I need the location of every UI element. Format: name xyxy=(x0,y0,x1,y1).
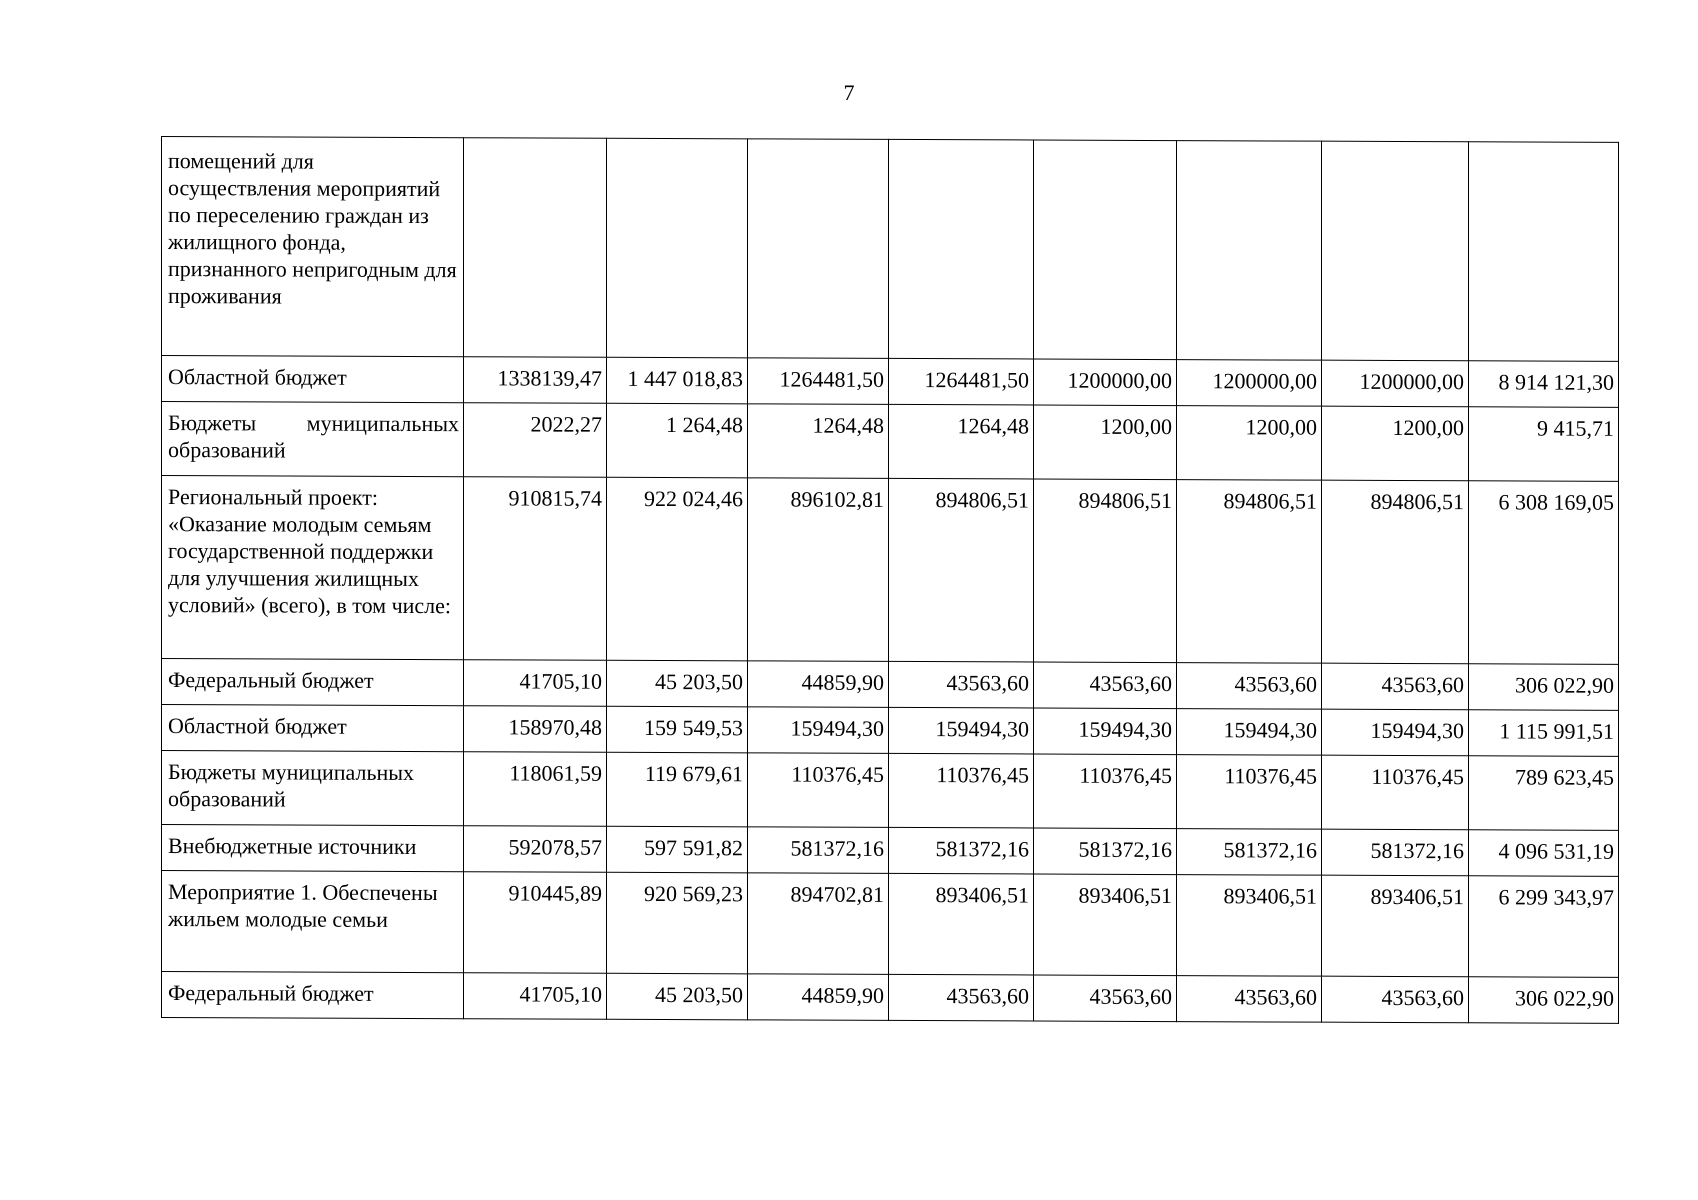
value-cell: 1 264,48 xyxy=(607,403,748,478)
value-cell: 922 024,46 xyxy=(607,477,748,661)
value-cell: 1200000,00 xyxy=(1322,360,1469,407)
value-cell: 306 022,90 xyxy=(1469,664,1619,711)
value-cell: 8 914 121,30 xyxy=(1469,361,1619,408)
value-cell: 43563,60 xyxy=(1034,975,1177,1022)
value-cell xyxy=(748,139,889,359)
value-cell: 45 203,50 xyxy=(607,973,748,1020)
value-cell: 4 096 531,19 xyxy=(1469,830,1619,877)
table-row xyxy=(162,659,1619,711)
value-cell: 159 549,53 xyxy=(607,706,748,753)
value-cell: 159494,30 xyxy=(1034,708,1177,755)
value-cell: 581372,16 xyxy=(748,827,889,874)
value-cell: 41705,10 xyxy=(464,660,607,707)
value-cell: 110376,45 xyxy=(1034,754,1177,829)
value-cell: 581372,16 xyxy=(889,827,1034,874)
value-cell: 1200,00 xyxy=(1322,406,1469,481)
value-cell: 6 299 343,97 xyxy=(1469,876,1619,978)
value-cell: 1200000,00 xyxy=(1034,359,1177,406)
value-cell: 110376,45 xyxy=(1322,755,1469,830)
value-cell: 894806,51 xyxy=(1034,479,1177,663)
value-cell: 1338139,47 xyxy=(464,357,607,404)
table-row xyxy=(162,476,1619,665)
value-cell: 110376,45 xyxy=(889,753,1034,828)
value-cell: 43563,60 xyxy=(1177,976,1322,1023)
value-cell: 1264481,50 xyxy=(889,358,1034,405)
value-cell: 43563,60 xyxy=(889,661,1034,708)
value-cell: 920 569,23 xyxy=(607,872,748,974)
value-cell: 43563,60 xyxy=(1322,663,1469,710)
value-cell: 592078,57 xyxy=(464,826,607,873)
table-row xyxy=(162,402,1619,482)
value-cell: 159494,30 xyxy=(1177,709,1322,756)
value-cell: 159494,30 xyxy=(1322,709,1469,756)
value-cell: 2022,27 xyxy=(464,403,607,478)
value-cell: 1264,48 xyxy=(889,404,1034,479)
value-cell: 1 115 991,51 xyxy=(1469,710,1619,757)
value-cell: 581372,16 xyxy=(1322,829,1469,876)
row-label: Областной бюджет xyxy=(162,705,464,752)
value-cell: 894806,51 xyxy=(1322,480,1469,664)
value-cell: 893406,51 xyxy=(889,873,1034,975)
value-cell: 1 447 018,83 xyxy=(607,357,748,404)
value-cell: 1200,00 xyxy=(1034,405,1177,480)
value-cell: 910445,89 xyxy=(464,872,607,974)
value-cell: 1264481,50 xyxy=(748,358,889,405)
value-cell xyxy=(1469,142,1619,362)
value-cell: 110376,45 xyxy=(1177,755,1322,830)
value-cell: 894806,51 xyxy=(889,478,1034,662)
value-cell: 44859,90 xyxy=(748,974,889,1021)
value-cell: 43563,60 xyxy=(1034,662,1177,709)
value-cell: 159494,30 xyxy=(889,707,1034,754)
value-cell: 581372,16 xyxy=(1034,828,1177,875)
value-cell: 597 591,82 xyxy=(607,826,748,873)
value-cell: 894806,51 xyxy=(1177,480,1322,664)
row-label: Региональный проект: «Оказание молодым семьям государственной поддержки для улучшения жилищных условий» (всего), в том числе: xyxy=(162,476,464,660)
value-cell: 45 203,50 xyxy=(607,660,748,707)
row-label: Областной бюджет xyxy=(162,356,464,403)
value-cell: 159494,30 xyxy=(748,707,889,754)
value-cell: 6 308 169,05 xyxy=(1469,481,1619,665)
value-cell: 43563,60 xyxy=(1322,976,1469,1023)
table-row xyxy=(162,137,1619,362)
value-cell: 894702,81 xyxy=(748,873,889,975)
value-cell: 893406,51 xyxy=(1034,874,1177,976)
value-cell: 1200,00 xyxy=(1177,406,1322,481)
value-cell xyxy=(1034,140,1177,360)
table-row xyxy=(162,825,1619,877)
value-cell xyxy=(889,139,1034,359)
table-row xyxy=(162,705,1619,757)
value-cell: 910815,74 xyxy=(464,477,607,661)
row-label: Бюджеты муниципальных образований xyxy=(162,402,464,477)
value-cell: 896102,81 xyxy=(748,478,889,662)
table-row xyxy=(162,356,1619,408)
table-row xyxy=(162,751,1619,831)
value-cell: 1200000,00 xyxy=(1177,360,1322,407)
row-label: Бюджеты муниципальных образований xyxy=(162,751,464,826)
row-label: Федеральный бюджет xyxy=(162,659,464,706)
value-cell: 41705,10 xyxy=(464,973,607,1020)
row-label: Мероприятие 1. Обеспечены жильем молодые семьи xyxy=(162,871,464,973)
value-cell: 1264,48 xyxy=(748,404,889,479)
table-row xyxy=(162,871,1619,978)
value-cell: 893406,51 xyxy=(1322,875,1469,977)
value-cell: 43563,60 xyxy=(1177,663,1322,710)
row-label: помещений для осуществления мероприятий по переселению граждан из жилищного фонда, признанного непригодным для проживания xyxy=(162,137,464,357)
value-cell: 110376,45 xyxy=(748,753,889,828)
value-cell xyxy=(1322,141,1469,361)
value-cell: 119 679,61 xyxy=(607,752,748,827)
value-cell: 789 623,45 xyxy=(1469,756,1619,831)
table-row xyxy=(162,972,1619,1024)
value-cell: 893406,51 xyxy=(1177,875,1322,977)
value-cell: 9 415,71 xyxy=(1469,407,1619,482)
page-number: 7 xyxy=(843,80,855,105)
row-label: Внебюджетные источники xyxy=(162,825,464,872)
value-cell: 43563,60 xyxy=(889,974,1034,1021)
value-cell: 158970,48 xyxy=(464,706,607,753)
value-cell: 306 022,90 xyxy=(1469,977,1619,1024)
value-cell: 581372,16 xyxy=(1177,829,1322,876)
budget-table xyxy=(161,136,1619,1024)
value-cell: 118061,59 xyxy=(464,752,607,827)
value-cell: 44859,90 xyxy=(748,661,889,708)
row-label: Федеральный бюджет xyxy=(162,972,464,1019)
value-cell xyxy=(464,138,607,358)
value-cell xyxy=(607,138,748,358)
value-cell xyxy=(1177,141,1322,361)
